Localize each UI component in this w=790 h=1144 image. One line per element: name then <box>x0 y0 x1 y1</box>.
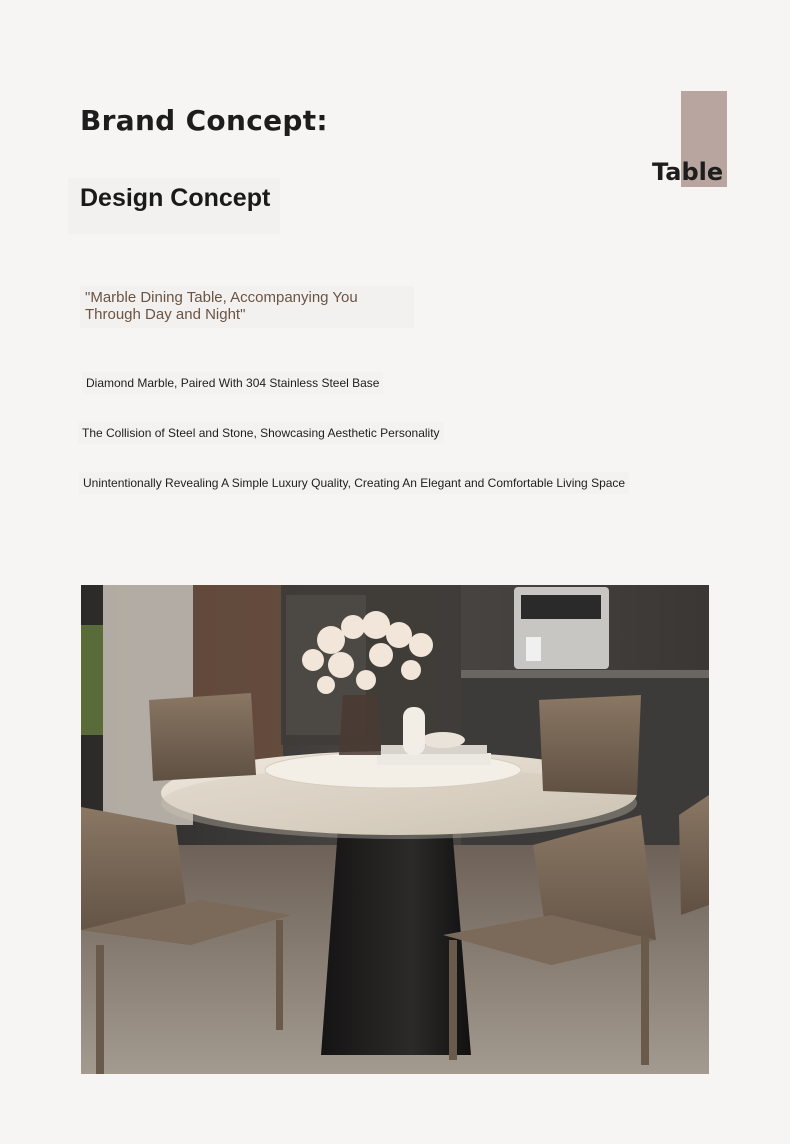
dining-table-photo <box>81 585 709 1074</box>
feature-line-2: The Collision of Steel and Stone, Showcasing Aesthetic Personality <box>78 422 444 444</box>
feature-line-1: Diamond Marble, Paired With 304 Stainless Steel Base <box>82 372 383 394</box>
tag-label: Table <box>652 158 724 186</box>
design-quote: "Marble Dining Table, Accompanying You Through Day and Night" <box>85 289 358 323</box>
brand-concept-heading: Brand Concept: <box>80 104 328 137</box>
design-concept-heading: Design Concept <box>80 184 271 212</box>
feature-line-3: Unintentionally Revealing A Simple Luxury Quality, Creating An Elegant and Comfortable Living Space <box>79 472 629 494</box>
